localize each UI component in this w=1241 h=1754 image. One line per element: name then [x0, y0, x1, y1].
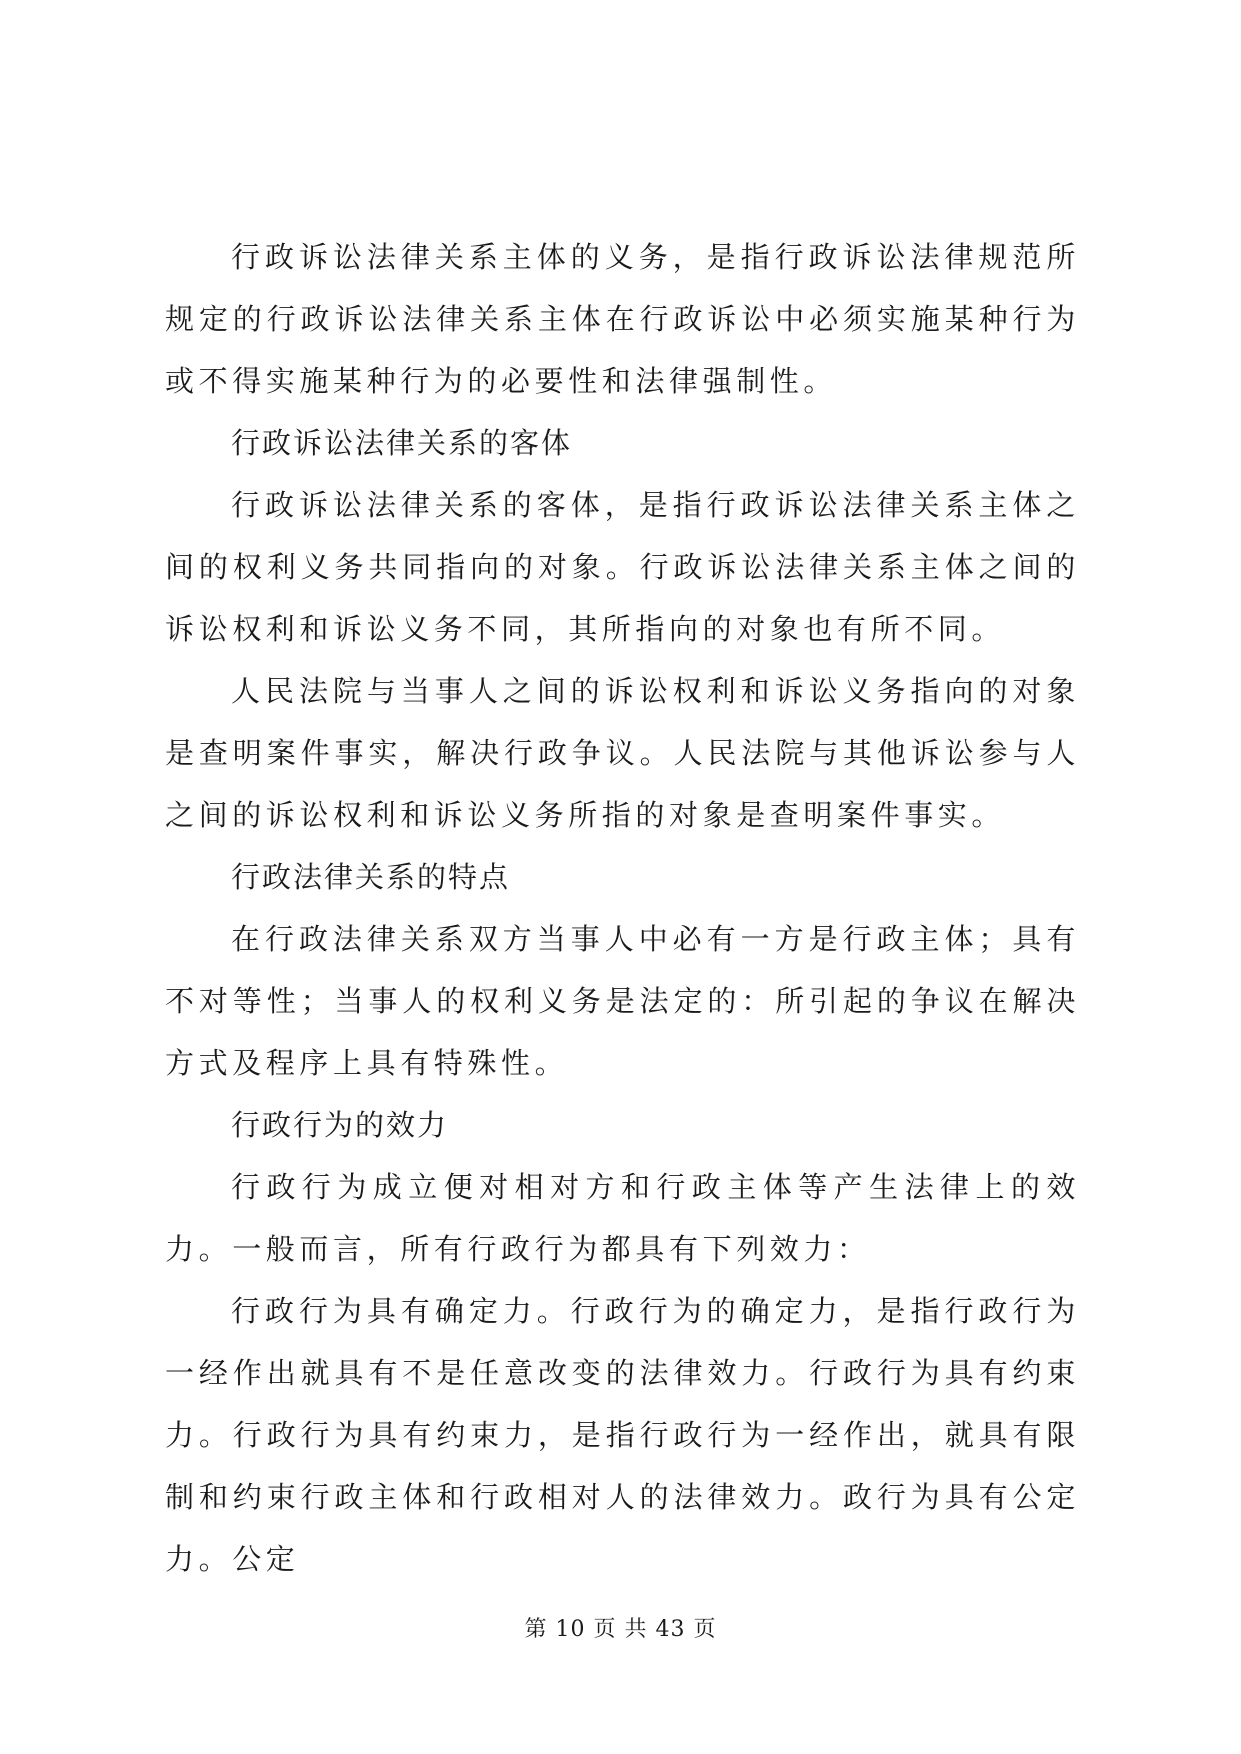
heading-effect: 行政行为的效力: [231, 1108, 449, 1142]
heading-object: 行政诉讼法律关系的客体: [231, 426, 573, 460]
document-body: [165, 226, 1080, 1590]
paragraph-object-definition: 行政诉讼法律关系的客体，是指行政诉讼法律关系主体之间的权利义务共同指向的对象。行政诉讼法律关系主体之间的诉讼权利和诉讼义务不同，其所指向的对象也有所不同。: [165, 488, 1080, 646]
paragraph-obligation: 行政诉讼法律关系主体的义务，是指行政诉讼法律规范所规定的行政诉讼法律关系主体在行政诉讼中必须实施某种行为或不得实施某种行为的必要性和法律强制性。: [165, 240, 1080, 398]
paragraph-effect-types: 行政行为具有确定力。行政行为的确定力，是指行政行为一经作出就具有不是任意改变的法律效力。行政行为具有约束力。行政行为具有约束力，是指行政行为一经作出，就具有限制和约束行政主体和行政相对人的法律效力。政行为具有公定力。公定: [165, 1294, 1080, 1576]
paragraph-court-parties: 人民法院与当事人之间的诉讼权利和诉讼义务指向的对象是查明案件事实，解决行政争议。人民法院与其他诉讼参与人之间的诉讼权利和诉讼义务所指的对象是查明案件事实。: [165, 674, 1080, 832]
paragraph-characteristics: 在行政法律关系双方当事人中必有一方是行政主体；具有不对等性；当事人的权利义务是法定的：所引起的争议在解决方式及程序上具有特殊性。: [165, 922, 1080, 1080]
page-footer: 第 10 页 共 43 页: [524, 1617, 717, 1642]
paragraph-effect-intro: 行政行为成立便对相对方和行政主体等产生法律上的效力。一般而言，所有行政行为都具有下列效力：: [165, 1170, 1080, 1266]
heading-characteristics: 行政法律关系的特点: [231, 860, 511, 894]
